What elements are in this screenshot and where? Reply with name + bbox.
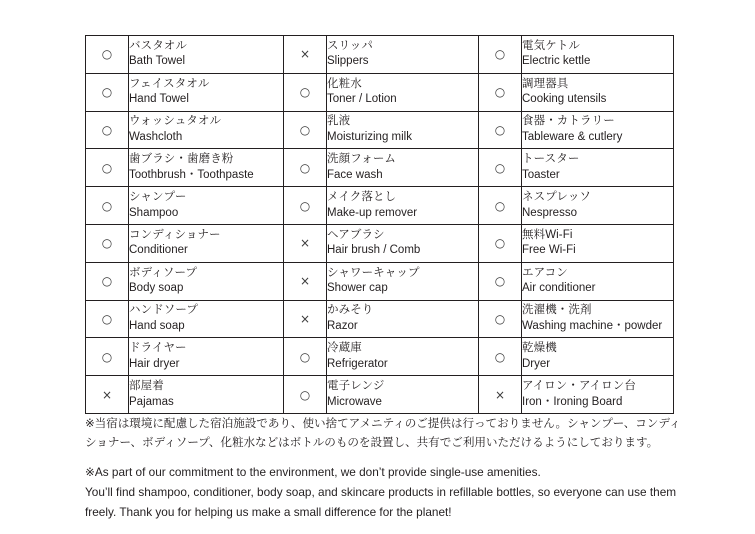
cross-icon: × — [299, 311, 311, 326]
amenity-label-cell — [129, 36, 284, 74]
amenity-name-jp: 電気ケトル — [522, 39, 580, 52]
amenity-label-cell — [522, 149, 674, 187]
amenity-name-jp: 乾燥機 — [522, 342, 557, 355]
availability-mark-cell — [86, 111, 129, 149]
table-row — [86, 36, 674, 74]
availability-mark-cell — [284, 73, 327, 111]
amenity-label-cell — [327, 300, 479, 338]
availability-mark-cell — [479, 262, 522, 300]
cross-icon: × — [101, 387, 113, 402]
amenity-name-en: Refrigerator — [327, 357, 388, 370]
table-row — [86, 262, 674, 300]
availability-mark-cell — [86, 376, 129, 414]
availability-mark-cell — [86, 187, 129, 225]
table-row — [86, 111, 674, 149]
amenity-name-en: Body soap — [129, 282, 184, 295]
amenity-label-cell — [327, 73, 479, 111]
amenity-name-jp: ウォッシュタオル — [129, 115, 222, 128]
availability-mark-cell — [284, 338, 327, 376]
amenity-label-cell — [327, 187, 479, 225]
amenity-name-en: Shampoo — [129, 206, 179, 219]
availability-mark-cell — [479, 300, 522, 338]
note-english-line1: ※As part of our commitment to the environment, we don’t provide single-use amenities. — [85, 464, 541, 479]
amenity-name-en: Electric kettle — [522, 55, 591, 68]
amenity-name-jp: 電子レンジ — [327, 379, 385, 392]
circle-icon: ○ — [101, 198, 113, 213]
amenity-label-cell — [327, 376, 479, 414]
amenity-name-jp: フェイスタオル — [129, 77, 210, 90]
circle-icon: ○ — [101, 311, 113, 326]
amenity-label-cell — [522, 224, 674, 262]
cross-icon: × — [299, 236, 311, 251]
amenity-name-en: Cooking utensils — [522, 93, 607, 106]
circle-icon: ○ — [299, 349, 311, 364]
amenity-name-en: Hair dryer — [129, 357, 180, 370]
amenity-label-cell — [522, 376, 674, 414]
availability-mark-cell — [284, 187, 327, 225]
circle-icon: ○ — [494, 85, 506, 100]
amenity-name-en: Washing machine・powder — [522, 319, 663, 332]
availability-mark-cell — [284, 376, 327, 414]
amenity-label-cell — [327, 262, 479, 300]
amenity-name-en: Slippers — [327, 55, 369, 68]
amenity-name-en: Make-up remover — [327, 206, 418, 219]
amenity-label-cell — [129, 149, 284, 187]
amenity-label-cell — [129, 224, 284, 262]
availability-mark-cell — [86, 224, 129, 262]
amenity-name-jp: コンディショナー — [129, 228, 221, 241]
amenity-name-jp: 化粧水 — [327, 77, 362, 90]
amenity-name-en: Toner / Lotion — [327, 93, 397, 106]
availability-mark-cell — [284, 36, 327, 74]
availability-mark-cell — [86, 338, 129, 376]
amenity-name-jp: シャワーキャップ — [327, 266, 420, 279]
amenity-name-jp: ハンドソープ — [129, 304, 199, 317]
circle-icon: ○ — [101, 47, 113, 62]
note-english — [85, 462, 685, 523]
availability-mark-cell — [284, 111, 327, 149]
amenity-name-en: Shower cap — [327, 282, 388, 295]
amenity-name-jp: 洗濯機・洗剤 — [522, 304, 592, 317]
amenity-name-en: Washcloth — [129, 130, 183, 143]
amenity-name-jp: ボディソープ — [129, 266, 198, 279]
table-row — [86, 224, 674, 262]
circle-icon: ○ — [299, 198, 311, 213]
amenity-name-jp: 無料Wi-Fi — [522, 228, 573, 241]
amenity-label-cell — [522, 111, 674, 149]
availability-mark-cell — [284, 149, 327, 187]
availability-mark-cell — [479, 338, 522, 376]
amenity-name-jp: かみそり — [327, 304, 374, 317]
table-row — [86, 338, 674, 376]
amenity-label-cell — [129, 338, 284, 376]
availability-mark-cell — [284, 300, 327, 338]
amenity-name-en: Hand Towel — [129, 93, 189, 106]
amenity-name-en: Microwave — [327, 395, 382, 408]
circle-icon: ○ — [299, 122, 311, 137]
amenity-name-jp: シャンプー — [129, 190, 187, 203]
circle-icon: ○ — [101, 274, 113, 289]
circle-icon: ○ — [299, 85, 311, 100]
circle-icon: ○ — [494, 274, 506, 289]
amenity-label-cell — [129, 376, 284, 414]
amenity-name-en: Toaster — [522, 168, 560, 181]
amenity-name-jp: エアコン — [522, 266, 568, 279]
amenity-name-en: Dryer — [522, 357, 551, 370]
amenity-label-cell — [129, 111, 284, 149]
table-row — [86, 300, 674, 338]
circle-icon: ○ — [299, 387, 311, 402]
circle-icon: ○ — [494, 122, 506, 137]
amenity-label-cell — [129, 73, 284, 111]
circle-icon: ○ — [494, 349, 506, 364]
amenity-name-jp: 食器・カトラリー — [522, 115, 615, 128]
circle-icon: ○ — [101, 85, 113, 100]
amenity-label-cell — [129, 262, 284, 300]
amenity-name-en: Nespresso — [522, 206, 577, 219]
amenity-name-jp: メイク落とし — [327, 190, 397, 203]
availability-mark-cell — [479, 73, 522, 111]
availability-mark-cell — [86, 36, 129, 74]
cross-icon: × — [494, 387, 506, 402]
amenity-label-cell — [129, 300, 284, 338]
amenity-name-en: Razor — [327, 319, 358, 332]
amenity-name-en: Conditioner — [129, 244, 188, 257]
amenity-name-en: Hair brush / Comb — [327, 244, 421, 257]
amenity-name-en: Bath Towel — [129, 55, 186, 68]
availability-mark-cell — [479, 224, 522, 262]
amenity-name-en: Free Wi-Fi — [522, 244, 576, 257]
circle-icon: ○ — [101, 160, 113, 175]
amenity-name-jp: トースター — [522, 153, 580, 166]
availability-mark-cell — [479, 36, 522, 74]
availability-mark-cell — [284, 224, 327, 262]
circle-icon: ○ — [101, 236, 113, 251]
amenity-name-jp: ドライヤー — [129, 342, 187, 355]
circle-icon: ○ — [101, 122, 113, 137]
amenity-label-cell — [327, 338, 479, 376]
availability-mark-cell — [479, 187, 522, 225]
amenity-name-en: Hand soap — [129, 319, 185, 332]
amenity-name-en: Pajamas — [129, 395, 174, 408]
availability-mark-cell — [479, 149, 522, 187]
cross-icon: × — [299, 274, 311, 289]
amenity-label-cell — [327, 111, 479, 149]
amenity-label-cell — [327, 149, 479, 187]
note-english-line2: You’ll find shampoo, conditioner, body soap, and skincare products in refillable bottles, so everyone can use them freely. Thank you for helping us make a small difference for the planet! — [85, 484, 677, 520]
amenity-name-en: Iron・Ironing Board — [522, 395, 623, 408]
circle-icon: ○ — [494, 160, 506, 175]
note-japanese: ※当宿は環境に配慮した宿泊施設であり、使い捨てアメニティのご提供は行っておりません。シャンプー、コンディショナー、ボディソープ、化粧水などはボトルのものを設置し、共有でご利用いただけるようにしております。 — [85, 417, 681, 449]
table-row — [86, 376, 674, 414]
circle-icon: ○ — [494, 198, 506, 213]
amenity-table-body — [86, 36, 674, 414]
table-row — [86, 73, 674, 111]
amenity-name-en: Toothbrush・Toothpaste — [129, 168, 254, 181]
amenity-name-jp: 乳液 — [327, 115, 351, 128]
availability-mark-cell — [479, 111, 522, 149]
amenity-label-cell — [327, 36, 479, 74]
circle-icon: ○ — [101, 349, 113, 364]
availability-mark-cell — [86, 149, 129, 187]
availability-mark-cell — [86, 300, 129, 338]
circle-icon: ○ — [299, 160, 311, 175]
amenity-label-cell — [522, 36, 674, 74]
amenity-label-cell — [522, 300, 674, 338]
amenity-name-en: Face wash — [327, 168, 383, 181]
circle-icon: ○ — [494, 311, 506, 326]
amenity-name-jp: スリッパ — [327, 39, 373, 52]
circle-icon: ○ — [494, 47, 506, 62]
availability-mark-cell — [86, 262, 129, 300]
amenity-name-jp: 部屋着 — [129, 379, 164, 392]
amenity-name-en: Air conditioner — [522, 282, 596, 295]
table-row — [86, 187, 674, 225]
amenity-name-jp: アイロン・アイロン台 — [522, 379, 636, 392]
amenity-label-cell — [522, 187, 674, 225]
amenity-label-cell — [522, 262, 674, 300]
amenity-label-cell — [522, 73, 674, 111]
amenity-name-en: Tableware & cutlery — [522, 130, 623, 143]
amenity-label-cell — [129, 187, 284, 225]
amenity-name-en: Moisturizing milk — [327, 130, 412, 143]
amenity-name-jp: 洗顔フォーム — [327, 153, 397, 166]
amenity-label-cell — [522, 338, 674, 376]
availability-mark-cell — [284, 262, 327, 300]
amenity-table — [85, 35, 674, 414]
amenity-name-jp: 歯ブラシ・歯磨き粉 — [129, 153, 234, 166]
availability-mark-cell — [479, 376, 522, 414]
amenity-name-jp: バスタオル — [129, 39, 187, 52]
amenity-name-jp: ヘアブラシ — [327, 228, 385, 241]
cross-icon: × — [299, 47, 311, 62]
amenity-label-cell — [327, 224, 479, 262]
notes-section — [85, 415, 685, 522]
table-row — [86, 149, 674, 187]
amenity-name-jp: 冷蔵庫 — [327, 342, 362, 355]
amenity-name-jp: ネスプレッソ — [522, 190, 592, 203]
amenity-name-jp: 調理器具 — [522, 77, 569, 90]
circle-icon: ○ — [494, 236, 506, 251]
availability-mark-cell — [86, 73, 129, 111]
